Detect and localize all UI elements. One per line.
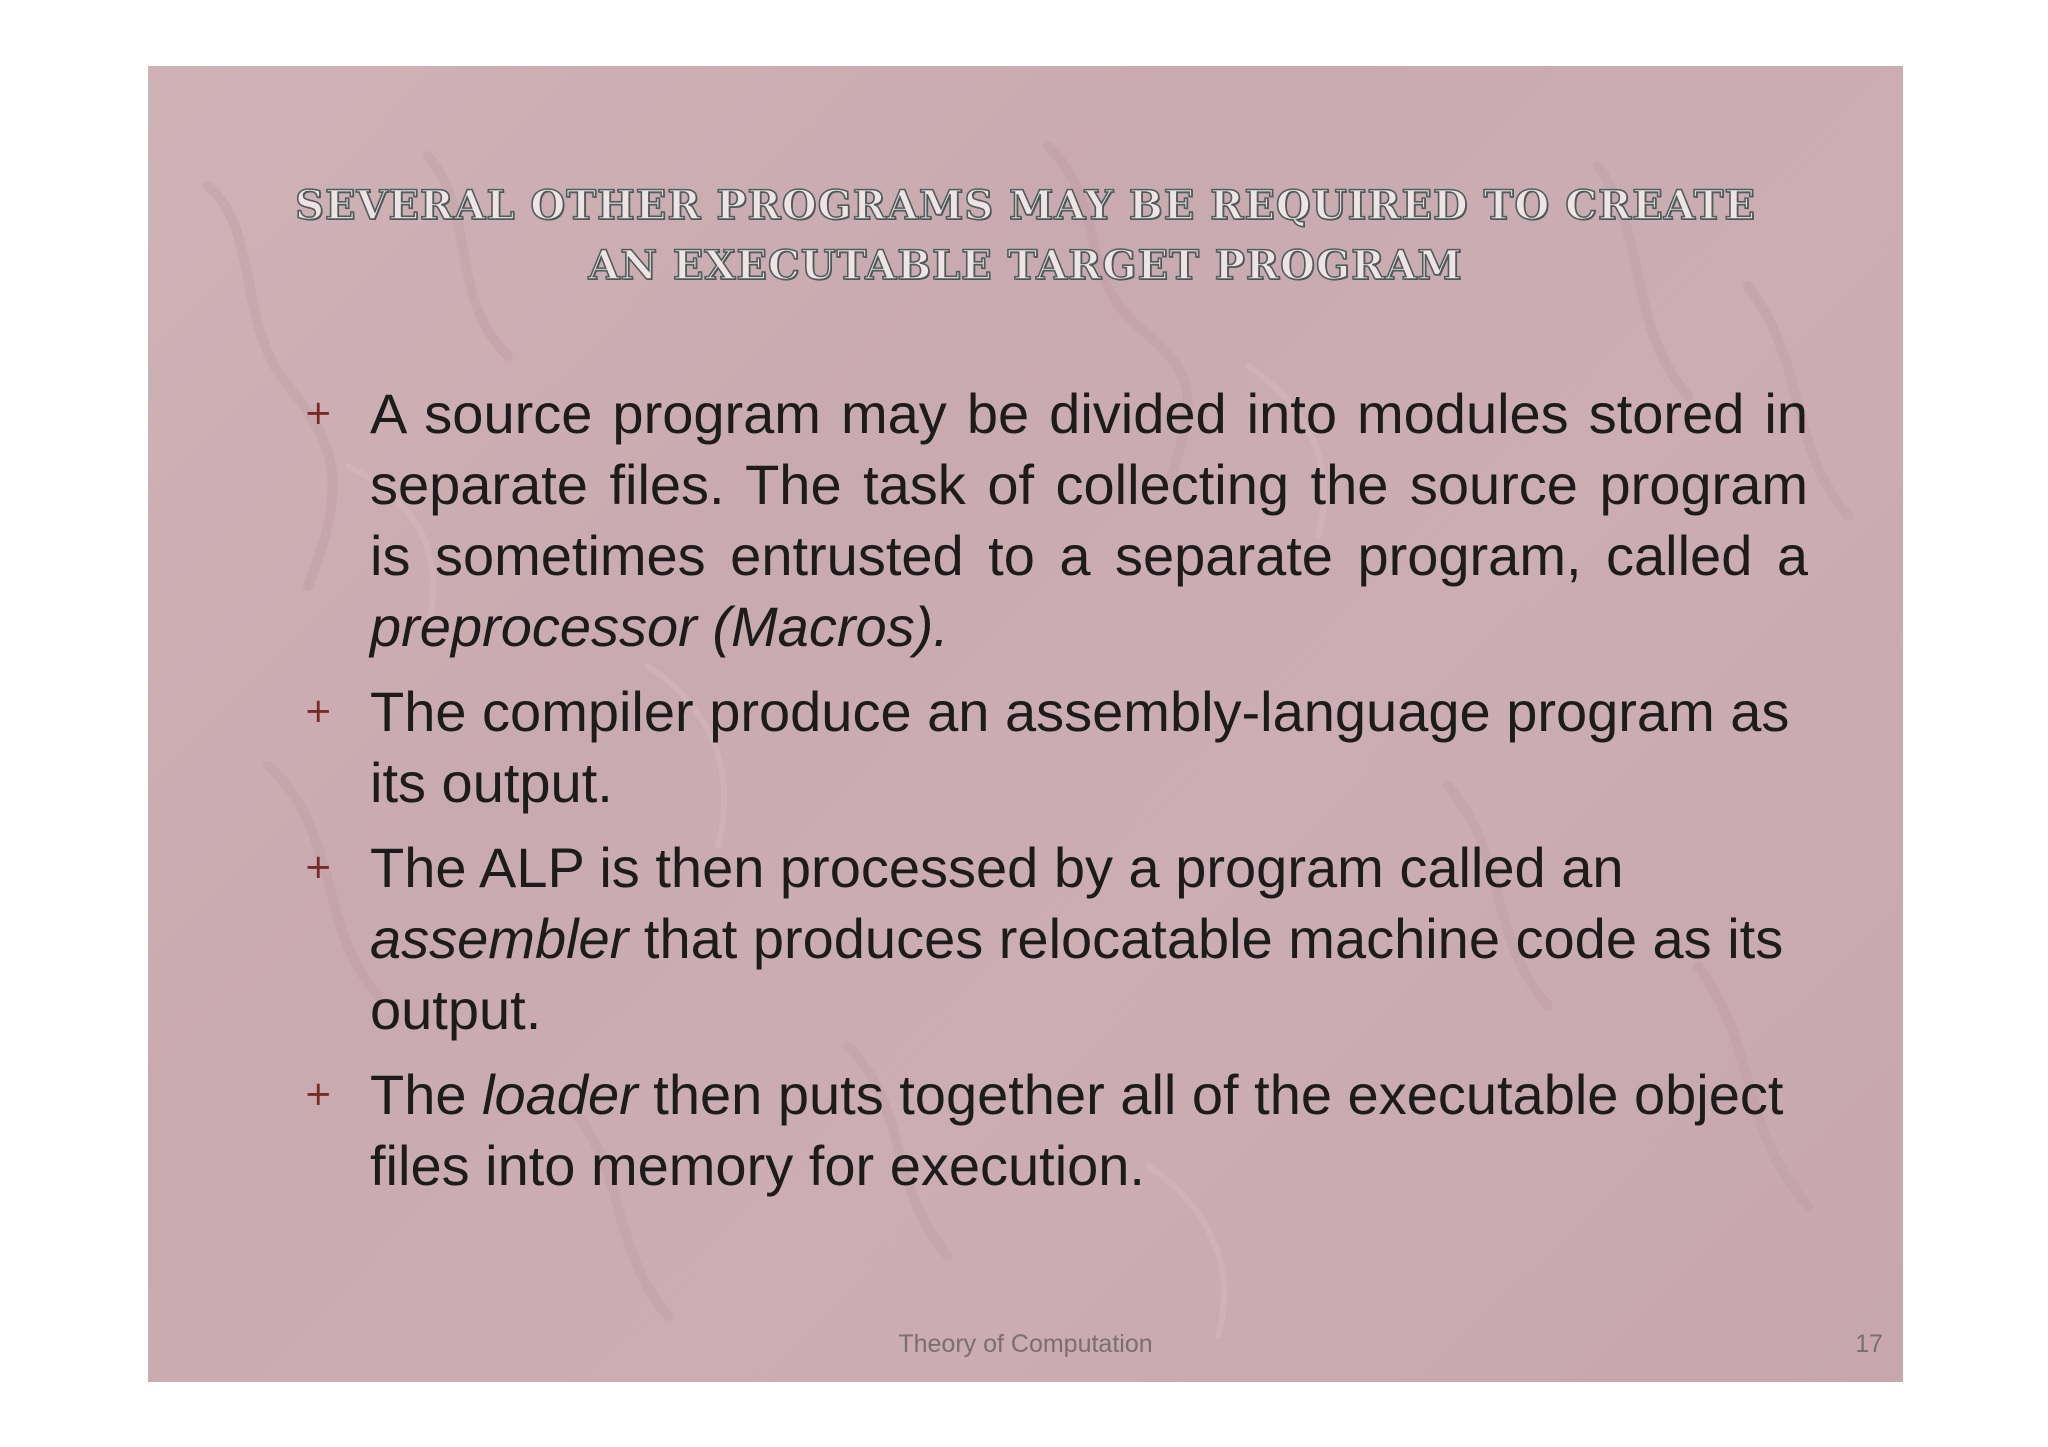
- bullet-text-tail: that produces relocatable machine code as its output.: [370, 907, 1784, 1041]
- plus-icon: +: [304, 393, 333, 433]
- bullet-list: [248, 378, 1808, 1215]
- title-line-1: SEVERAL OTHER PROGRAMS MAY BE REQUIRED TO CREATE: [295, 182, 1756, 229]
- bullet-item: [248, 676, 1808, 818]
- title-line-2: AN EXECUTABLE TARGET PROGRAM: [588, 242, 1463, 289]
- bullet-item: [248, 832, 1808, 1045]
- bullet-text: The compiler produce an assembly-language program as its output.: [370, 680, 1790, 814]
- page-number: 17: [1855, 1330, 1883, 1358]
- bullet-text-tail: then puts together all of the executable object files into memory for execution.: [370, 1063, 1784, 1197]
- bullet-item: [248, 1059, 1808, 1201]
- bullet-emphasis: preprocessor (Macros).: [370, 595, 949, 658]
- bullet-emphasis: assembler: [370, 907, 629, 970]
- slide: [148, 66, 1903, 1382]
- bullet-text: The ALP is then processed by a program called an: [370, 836, 1624, 899]
- bullet-item: [248, 378, 1808, 662]
- plus-icon: +: [304, 691, 333, 731]
- bullet-emphasis: loader: [482, 1063, 638, 1126]
- plus-icon: +: [304, 1074, 333, 1114]
- bullet-text: The: [370, 1063, 483, 1126]
- bullet-text: A source program may be divided into modules stored in separate files. The task of collecting the source program is sometimes entrusted to a separate program, called a: [370, 382, 1808, 587]
- slide-title: [148, 176, 1903, 296]
- plus-icon: +: [304, 847, 333, 887]
- slide-footer: Theory of Computation: [898, 1330, 1153, 1358]
